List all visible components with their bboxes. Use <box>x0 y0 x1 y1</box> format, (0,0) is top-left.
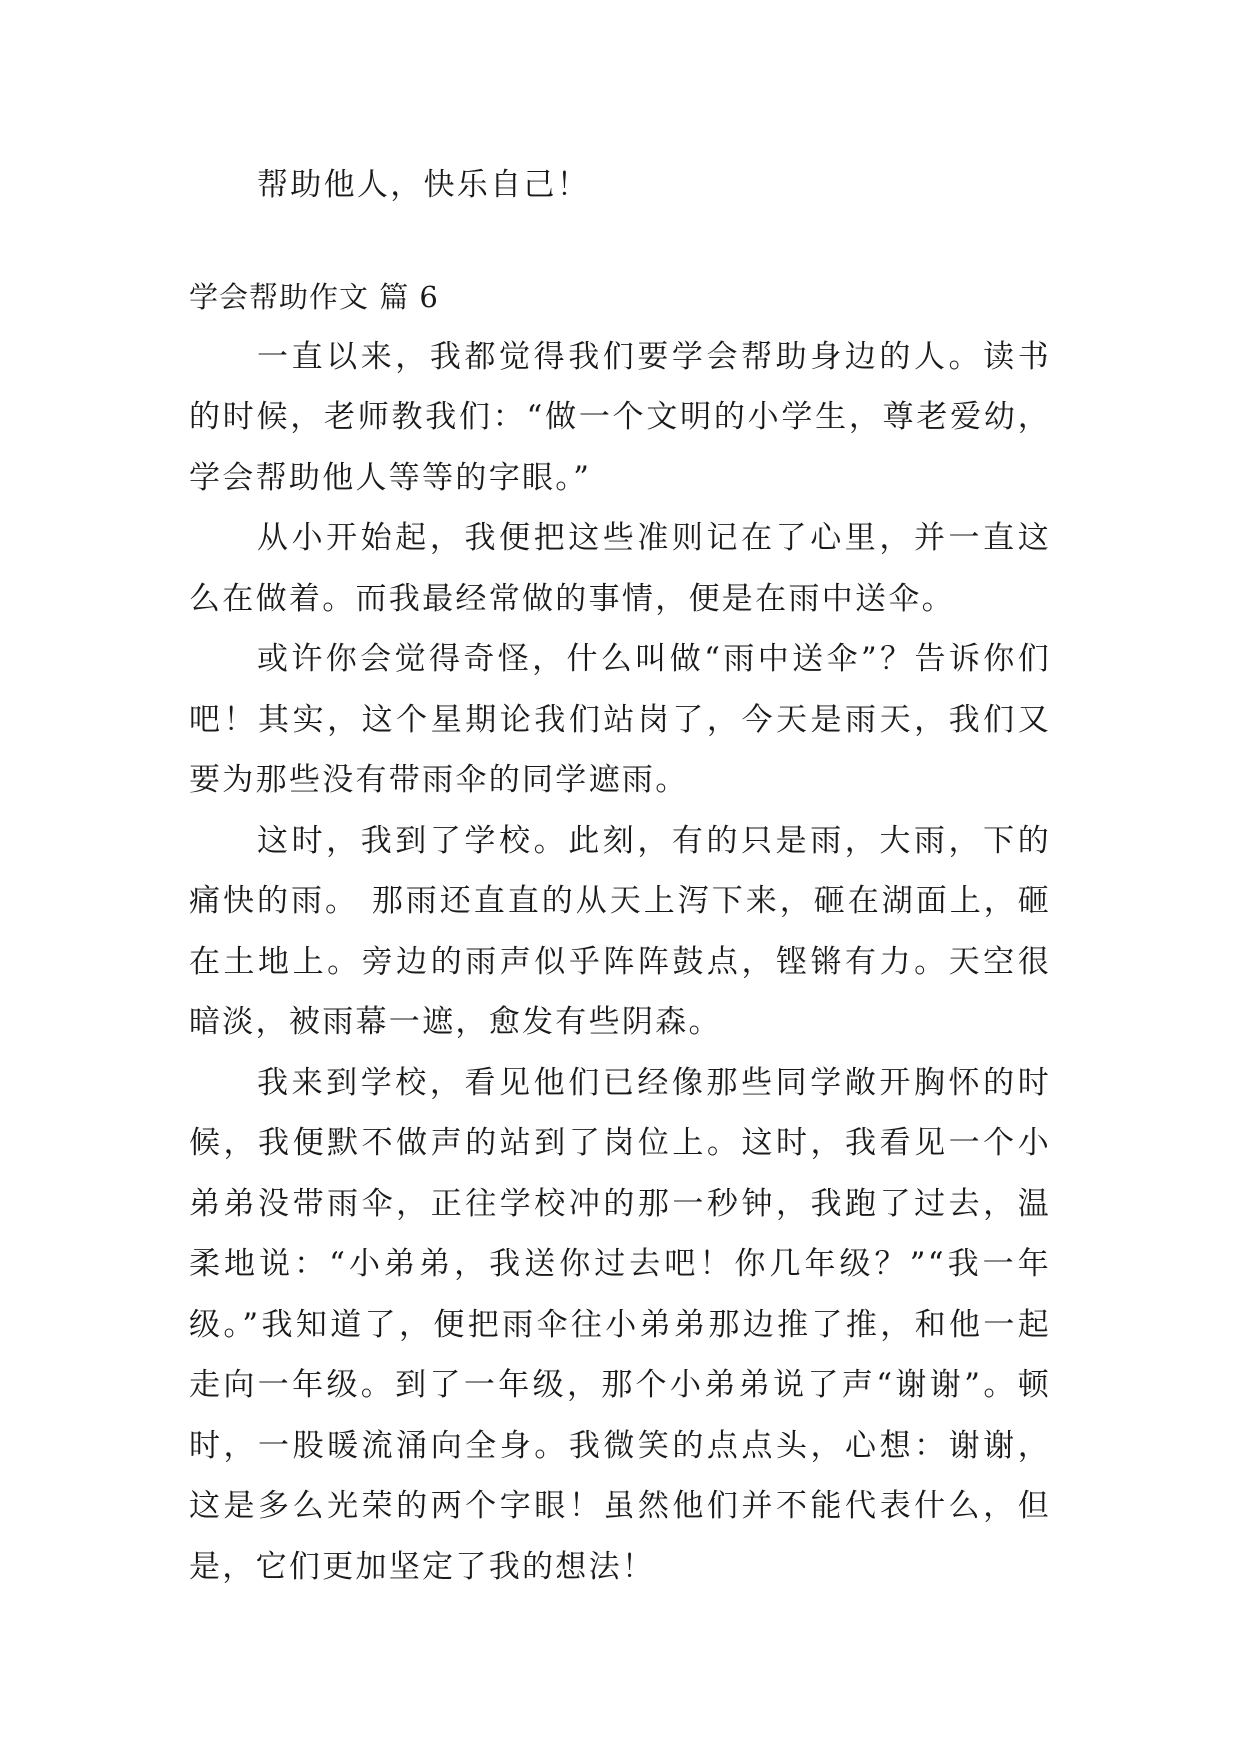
paragraph-4: 这时，我到了学校。此刻，有的只是雨，大雨，下的痛快的雨。 那雨还直直的从天上泻下来，砸在湖面上，砸在土地上。旁边的雨声似乎阵阵鼓点，铿锵有力。天空很暗淡，被雨幕一遮，愈发有些阴森。 <box>189 822 1051 1040</box>
paragraph-5: 我来到学校，看见他们已经像那些同学敞开胸怀的时候，我便默不做声的站到了岗位上。这时，我看见一个小弟弟没带雨伞，正往学校冲的那一秒钟，我跑了过去，温柔地说：“小弟弟，我送你过去吧！你几年级？”“我一年级。”我知道了，便把雨伞往小弟弟那边推了推，和他一起走向一年级。到了一年级，那个小弟弟说了声“谢谢”。顿时，一股暖流涌向全身。我微笑的点点头，心想：谢谢，这是多么光荣的两个字眼！虽然他们并不能代表什么，但是，它们更加坚定了我的想法！ <box>189 1064 1051 1585</box>
paragraph-3: 或许你会觉得奇怪，什么叫做“雨中送伞”？告诉你们吧！其实，这个星期论我们站岗了，今天是雨天，我们又要为那些没有带雨伞的同学遮雨。 <box>189 641 1051 798</box>
section-title: 学会帮助作文 篇 6 <box>189 279 439 314</box>
paragraph-1: 一直以来，我都觉得我们要学会帮助身边的人。读书的时候，老师教我们：“做一个文明的小学生，尊老爱幼，学会帮助他人等等的字眼。” <box>189 338 1051 496</box>
paragraph-2: 从小开始起，我便把这些准则记在了心里，并一直这么在做着。而我最经常做的事情，便是在雨中送伞。 <box>189 520 1051 617</box>
document-body <box>189 155 1051 1597</box>
closing-line: 帮助他人，快乐自己！ <box>257 167 590 203</box>
